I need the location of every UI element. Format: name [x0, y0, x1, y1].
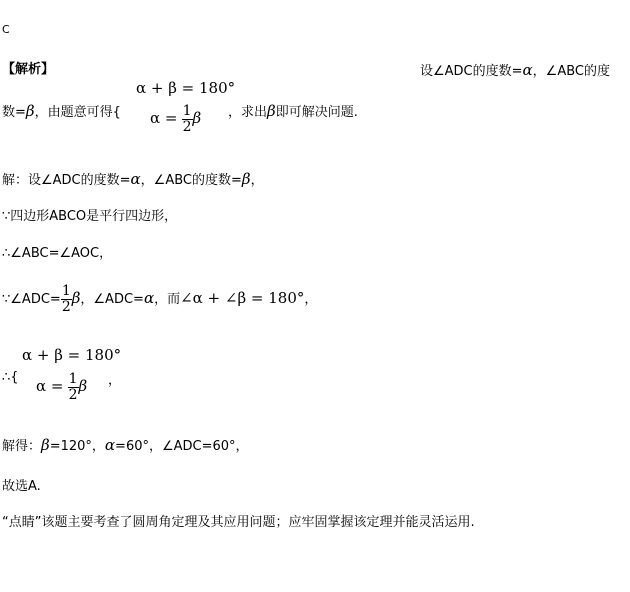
analysis-intro-text3: 数=: [2, 105, 26, 120]
analysis-system-eq2: [150, 104, 201, 135]
answer-letter: C: [2, 23, 10, 36]
solution-result-text-a: 解得：: [2, 439, 42, 454]
solution-frac-denominator: 2: [61, 299, 71, 315]
solution-alpha: α: [130, 170, 141, 188]
eq2-lhs: α =: [150, 109, 178, 127]
solution-beta: β: [241, 170, 251, 188]
solution-result: [2, 437, 249, 455]
solution-line1-text-c: ，: [250, 173, 264, 188]
solution-line3: ∴∠ABC=∠AOC，: [2, 246, 113, 261]
analysis-system-eq1: α + β = 180°: [136, 79, 236, 97]
solution-comment: “点睛”该题主要考查了圆周角定理及其应用问题；应牢固掌握该定理并能灵活运用.: [2, 515, 475, 530]
solution-line4-text-c: ，而: [154, 292, 181, 307]
solution-fraction-half: [61, 284, 72, 315]
solution-system-frac-den: 2: [68, 387, 78, 403]
solution-line4-beta: β: [71, 289, 81, 307]
analysis-heading: 【解析】: [2, 62, 55, 77]
solution-line2: ∵四边形ABCO是平行四边形，: [2, 209, 178, 224]
analysis-intro-text1: 设∠ADC的度数=: [420, 64, 523, 79]
beta-symbol-2: β: [267, 102, 276, 120]
solution-line1-text-a: 解：设∠ADC的度数=: [2, 173, 131, 188]
solution-result-alpha: α: [104, 436, 116, 454]
alpha-symbol: α: [522, 61, 533, 79]
analysis-intro-line2b: [228, 103, 358, 121]
solution-line4-text-a: ∵∠ADC=: [2, 292, 61, 307]
analysis-intro-text5: ，求出: [228, 105, 268, 120]
solution-system-frac-num: 1: [68, 371, 78, 387]
solution-line1: [2, 171, 264, 189]
fraction-numerator: 1: [182, 103, 192, 119]
solution-eq2-beta: β: [78, 377, 88, 395]
solution-eq2-lhs: α =: [36, 377, 64, 395]
solution-line4-equation: ∠α + ∠β = 180°: [180, 289, 305, 307]
solution-line4-alpha: α: [143, 289, 155, 307]
analysis-intro-line1: [420, 62, 610, 80]
solution-system-suffix: ，: [108, 373, 122, 388]
fraction-denominator: 2: [182, 119, 192, 135]
solution-system-fraction: [68, 372, 79, 403]
solution-frac-numerator: 1: [61, 283, 71, 299]
solution-choice: 故选A.: [2, 479, 41, 494]
analysis-intro-text6: 即可解决问题.: [275, 105, 358, 120]
fraction-half: [182, 104, 193, 135]
solution-system-eq1: α + β = 180°: [22, 346, 122, 364]
solution-line1-text-b: ，∠ABC的度数=: [140, 173, 242, 188]
solution-result-text-c: =60°，∠ADC=60°，: [115, 439, 249, 454]
analysis-intro-text2: ，∠ABC的度: [532, 64, 610, 79]
analysis-intro-line2: [2, 103, 121, 121]
eq2-beta: β: [192, 109, 202, 127]
solution-line4-text-b: ，∠ADC=: [80, 292, 144, 307]
solution-result-text-b: =120°，: [49, 439, 105, 454]
analysis-intro-text4: ，由题意可得{: [34, 105, 121, 120]
solution-line4-text-d: ，: [304, 292, 318, 307]
beta-symbol: β: [25, 102, 35, 120]
solution-line4: [2, 284, 317, 315]
solution-system-eq2: [36, 372, 87, 403]
solution-system-prefix: ∴{: [2, 370, 19, 385]
solution-result-beta: β: [41, 436, 50, 454]
